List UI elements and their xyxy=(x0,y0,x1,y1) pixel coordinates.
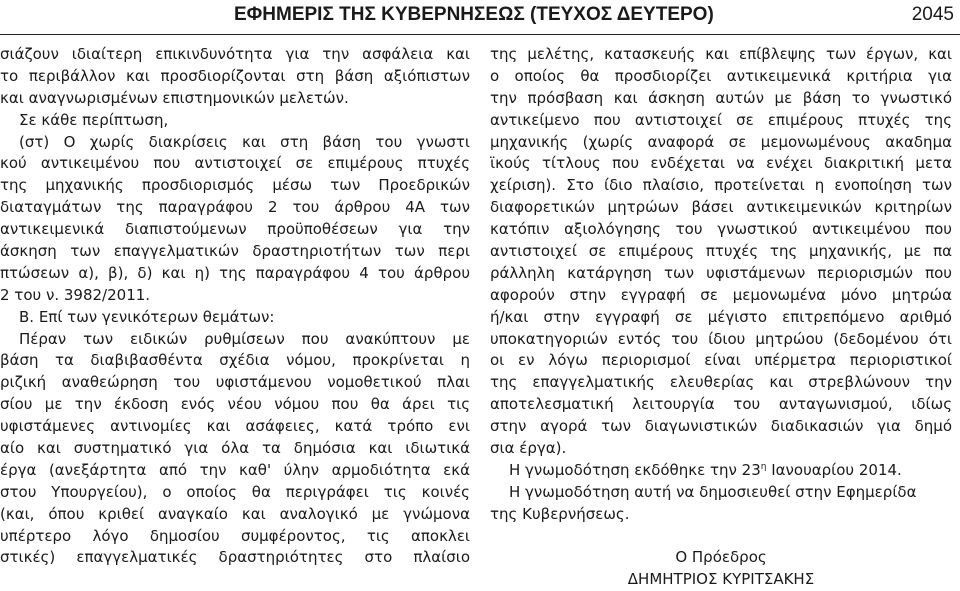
text-line: έργα (ανεξάρτητα από την καθ' ύλην αρμοδιότητα εκά xyxy=(0,460,470,479)
text-line: υπέρτερο λόγο δημοσίου συμφέροντος, τις αποκλει xyxy=(0,526,470,545)
text-line: υποκατηγοριών εντός του ίδιου μητρώου (δεδομένου ότι xyxy=(490,329,952,348)
text-line: οι εν λόγω περιορισμοί είναι υπέρμετρα περιοριστικοί xyxy=(490,351,952,370)
text-line: κού αντικειμένου που αντιστοιχεί σε επιμέρους πτυχές xyxy=(0,154,470,173)
text-line: την πρόσβαση και άσκηση αυτών με βάση το γνωστικό xyxy=(490,88,952,107)
text-line: διαφορετικών μητρώων βάσει αντικειμενικών κριτηρίων xyxy=(490,198,952,217)
text-line: ή/και στην εγγραφή σε μέγιστο επιτρεπόμενο αριθμό xyxy=(490,307,952,326)
issued-superscript: η xyxy=(760,461,767,472)
section-heading: Β. Επί των γενικότερων θεμάτων: xyxy=(19,307,275,326)
page-header xyxy=(0,0,960,35)
text-line: υφιστάμενες αντινομίες και ασάφειες, κατά τρόπο ενι xyxy=(0,417,470,436)
text-line: αντικείμενο που αντιστοιχεί σε επιμέρους πτυχές της xyxy=(490,110,952,129)
gazette-title: ΕΦΗΜΕΡΙΣ ΤΗΣ ΚΥΒΕΡΝΗΣΕΩΣ (ΤΕΥΧΟΣ ΔΕΥΤΕΡΟ) xyxy=(234,4,714,25)
issued-prefix: Η γνωμοδότηση εκδόθηκε την 23 xyxy=(509,460,761,479)
left-column xyxy=(0,44,470,569)
text-line: και αναγνωρισμένων επιστημονικών μελετών. xyxy=(0,88,349,107)
text-line: Σε κάθε περίπτωση, xyxy=(19,110,169,129)
text-line: αντιστοιχεί σε επιμέρους πτυχές της μηχανικής, με πα xyxy=(490,242,952,261)
text-line: διαταγμάτων της παραγράφου 2 του άρθρου 4Α των xyxy=(0,198,470,217)
text-line: ράλληλη κατάργηση των υφιστάμενων περιορισμών που xyxy=(490,263,952,282)
signature-name: ΔΗΜΗΤΡΙΟΣ ΚΥΡΙΤΣΑΚΗΣ xyxy=(627,570,815,589)
text-line: στικές) επαγγελματικές δραστηριότητες στο πλαίσιο xyxy=(0,548,470,567)
text-line: αίο και συστηματικό για όλα τα δημόσια και ιδιωτικά xyxy=(0,439,470,458)
text-line: μηχανικής (χωρίς αναφορά σε μεμονωμένους ακαδημα xyxy=(490,132,952,151)
issued-suffix: Ιανουαρίου 2014. xyxy=(766,460,902,479)
text-line: χείριση). Στο ίδιο πλαίσιο, προτείνεται η ενοποίηση των xyxy=(490,176,952,195)
text-line: αντικειμενικά διαπιστούμενων προϋποθέσεων για την xyxy=(0,220,470,239)
text-line: Πέραν των ειδικών ρυθμίσεων που ανακύπτουν με xyxy=(19,329,470,348)
text-line: της μηχανικής προσδιορισμός μέσω των Προεδρικών xyxy=(0,176,470,195)
text-line: πτώσεων α), β), δ) και η) της παραγράφου 4 του άρθρου xyxy=(0,263,470,282)
text-line: το περιβάλλον και προσδιορίζονται στη βάση αξιόπιστων xyxy=(0,66,470,85)
text-line: αποτελεσματική λειτουργία του ανταγωνισμού, ιδίως xyxy=(490,395,952,414)
page-number: 2045 xyxy=(911,4,954,25)
text-line: ριζική αναθεώρηση του υφιστάμενου νομοθετικού πλαι xyxy=(0,373,470,392)
text-line: αφορούν στην εγγραφή σε μεμονωμένα μόνο μητρώα xyxy=(490,285,952,304)
text-line: κατόπιν αξιολόγησης του γνωστικού αντικειμένου που xyxy=(490,220,952,239)
text-line: σίου με την έκδοση ενός νέου νόμου που θα άρει τις xyxy=(0,395,470,414)
text-line: άσκηση των επαγγελματικών δραστηριοτήτων των περι xyxy=(0,242,470,261)
text-line: σιάζουν ιδιαίτερη επικινδυνότητα για την ασφάλεια και xyxy=(0,45,470,63)
text-line: σια έργα). xyxy=(490,439,567,458)
issued-date-line xyxy=(490,460,952,482)
text-line: (στ) Ο χωρίς διακρίσεις και στη βάση του γνωστι xyxy=(19,132,470,151)
publish-line: Η γνωμοδότηση αυτή να δημοσιευθεί στην Εφημερίδα xyxy=(509,482,917,501)
right-column xyxy=(490,44,952,591)
publish-line: της Κυβερνήσεως. xyxy=(490,504,630,523)
text-line: στου Υπουργείου), ο οποίος θα περιγράφει τις κοινές xyxy=(0,482,470,501)
text-line: βάση τα διαβιβασθέντα σχέδια νόμου, προκρίνεται η xyxy=(0,351,470,370)
signature-role: Ο Πρόεδρος xyxy=(675,548,767,567)
text-line: της επαγγελματικής ελευθερίας και στρεβλώνουν την xyxy=(490,373,952,392)
text-line: ϊκούς τίτλους που ενδέχεται να ενέχει διακριτική μετα xyxy=(490,154,952,173)
text-line: ο οποίος θα προσδιορίζει αντικειμενικά κριτήρια για xyxy=(490,66,952,85)
spacer xyxy=(490,526,952,548)
text-line: 2 του ν. 3982/2011. xyxy=(0,285,151,304)
text-line: (και, όπου κριθεί αναγκαίο και αναλογικό με γνώμονα xyxy=(0,504,470,523)
text-line: της μελέτης, κατασκευής και επίβλεψης των έργων, και xyxy=(490,45,952,63)
text-line: στην αγορά των διαγωνιστικών διαδικασιών για δημό xyxy=(490,417,952,436)
